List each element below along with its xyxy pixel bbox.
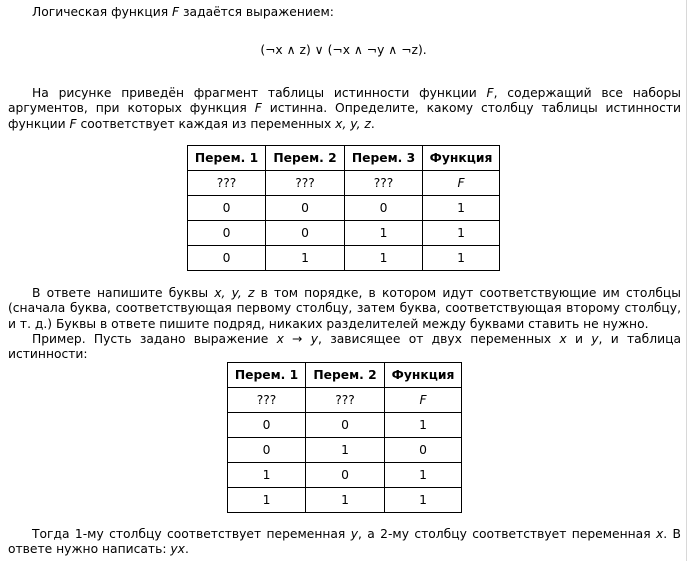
- table-cell: 1: [423, 246, 500, 271]
- table-cell: 1: [385, 413, 462, 438]
- table-cell: 0: [188, 196, 266, 221]
- table-cell: 1: [228, 488, 306, 513]
- table-cell: ???: [306, 388, 385, 413]
- table-cell: 0: [306, 463, 385, 488]
- table-header: Функция: [423, 146, 500, 171]
- table-row: [188, 196, 500, 221]
- table-row: [228, 413, 462, 438]
- table-cell: 0: [385, 438, 462, 463]
- table-header: Функция: [385, 363, 462, 388]
- table-cell: 0: [228, 438, 306, 463]
- table-row: [228, 488, 462, 513]
- table-cell: 1: [423, 221, 500, 246]
- formula: [0, 43, 687, 58]
- truth-table-main: [187, 145, 500, 271]
- truth-table-example: [227, 362, 462, 513]
- intro-func-name: F: [172, 5, 180, 19]
- table-row: [228, 388, 462, 413]
- table-header-row: [188, 146, 500, 171]
- table-cell: 1: [345, 221, 423, 246]
- table-header: Перем. 1: [188, 146, 266, 171]
- table-cell: ???: [228, 388, 306, 413]
- conclusion-paragraph: Тогда 1-му столбцу соответствует переменная y, а 2-му столбцу соответствует переменная x. В ответе нужно написать: yx.: [8, 527, 681, 557]
- table-cell: 1: [345, 246, 423, 271]
- table-cell: F: [385, 388, 462, 413]
- table-row: [188, 171, 500, 196]
- table-header: Перем. 1: [228, 363, 306, 388]
- table-cell: 0: [188, 221, 266, 246]
- table-cell: 1: [306, 488, 385, 513]
- table-header-row: [228, 363, 462, 388]
- table-cell: 0: [188, 246, 266, 271]
- intro-line: [32, 5, 334, 20]
- table-cell: 1: [228, 463, 306, 488]
- intro-prefix: Логическая функция: [32, 5, 173, 19]
- table-cell: 0: [306, 413, 385, 438]
- table-cell: 0: [266, 221, 345, 246]
- table-cell: 0: [266, 196, 345, 221]
- task-paragraph: На рисунке приведён фрагмент таблицы истинности функции F, содержащий все наборы аргументов, при которых функция F истинна. Определите, какому столбцу таблицы истинности функции F соответствует каждая из переменных x, y, z.: [8, 86, 681, 131]
- table-row: [188, 221, 500, 246]
- formula-text: (¬x ∧ z) ∨ (¬x ∧ ¬y ∧ ¬z).: [260, 43, 427, 57]
- answer-instructions: В ответе напишите буквы x, y, z в том порядке, в котором идут соответствующие им столбцы (сначала буква, соответствующая первому столбцу, затем буква, соответствующая второму столбцу, и т. д.) Буквы в ответе пишите подряд, никаких разделителей между буквами ставить не нужно. Пример. Пусть задано выражение x → y, зависящее от двух переменных x и y, и таблица истинности:: [8, 286, 682, 362]
- table-cell: 1: [385, 488, 462, 513]
- table-cell: 1: [385, 463, 462, 488]
- table-cell: ???: [266, 171, 345, 196]
- table-cell: 1: [423, 196, 500, 221]
- table-cell: ???: [345, 171, 423, 196]
- table-cell: F: [423, 171, 500, 196]
- table-cell: 0: [228, 413, 306, 438]
- table-cell: 1: [306, 438, 385, 463]
- table-header: Перем. 2: [306, 363, 385, 388]
- table-cell: 1: [266, 246, 345, 271]
- table-header: Перем. 3: [345, 146, 423, 171]
- table-cell: ???: [188, 171, 266, 196]
- table-cell: 0: [345, 196, 423, 221]
- table-header: Перем. 2: [266, 146, 345, 171]
- table-row: [228, 463, 462, 488]
- intro-suffix: задаётся выражением:: [179, 5, 334, 19]
- table-row: [188, 246, 500, 271]
- table-row: [228, 438, 462, 463]
